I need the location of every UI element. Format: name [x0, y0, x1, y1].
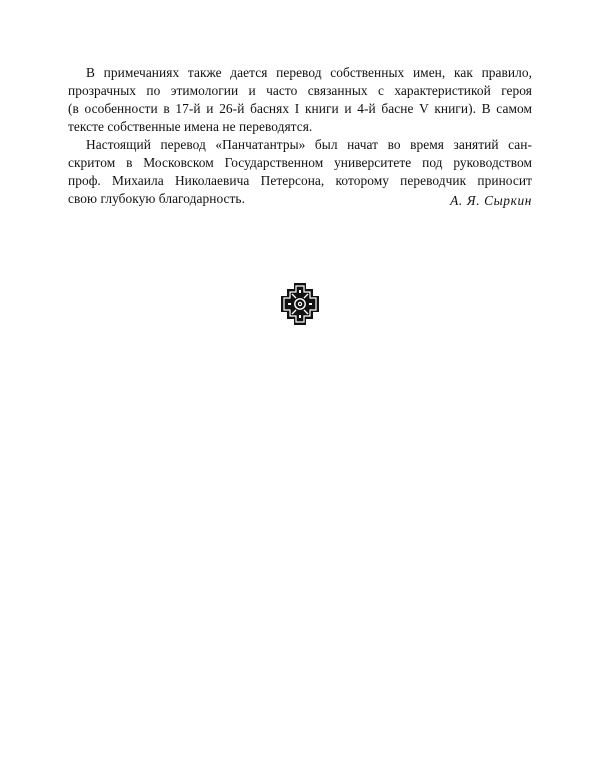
body-text [68, 64, 532, 208]
author-signature: А. Я. Сыркин [450, 193, 532, 208]
text-line: прозрачных по этимологии и часто связанных с характеристикой героя [68, 83, 532, 98]
text-line: Настоящий перевод «Панчатантры» был начат во время занятий сан- [86, 137, 532, 152]
text-line: (в особенности в 17-й и 26-й баснях I книги и 4-й басне V книги). В самом [68, 101, 532, 116]
text-line: тексте собственные имена не переводятся. [68, 119, 313, 134]
text-line: скритом в Московском Государственном университете под руководством [68, 155, 532, 170]
text-line: В примечаниях также дается перевод собственных имен, как правило, [86, 65, 532, 80]
text-line: свою глубокую благодарность. [68, 191, 245, 206]
ornamental-cross-vignette-icon [280, 282, 320, 326]
text-line: проф. Михаила Николаевича Петерсона, которому переводчик приносит [68, 173, 532, 188]
paragraph-1 [68, 64, 532, 136]
